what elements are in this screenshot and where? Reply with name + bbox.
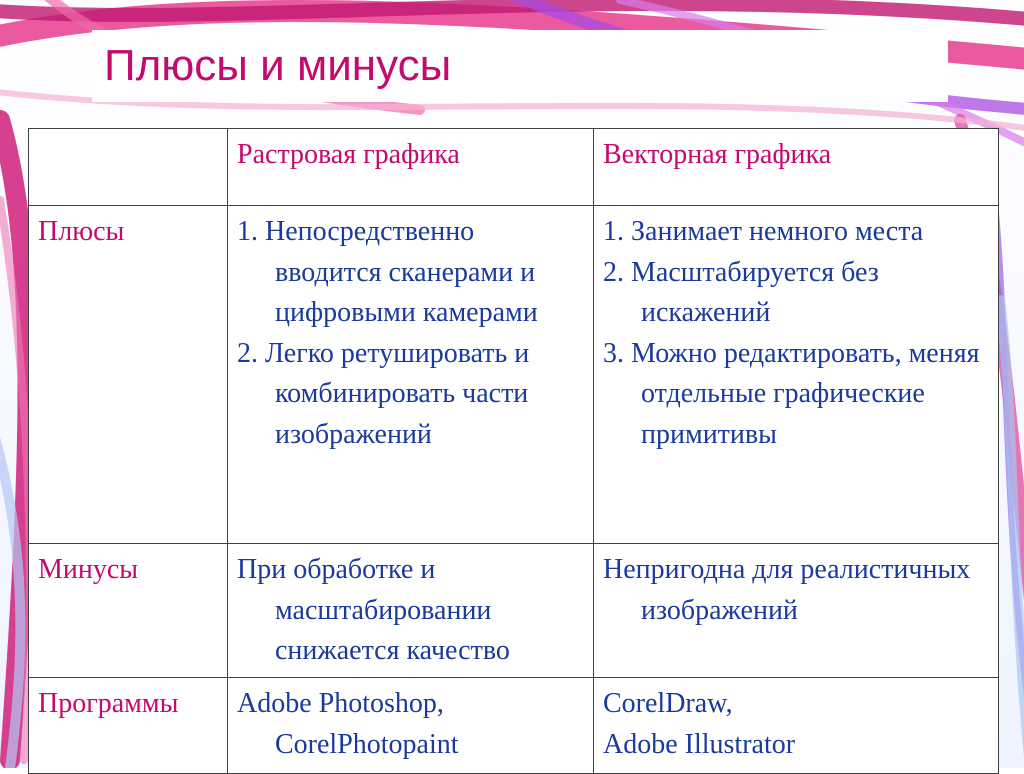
- header-vector: Векторная графика: [594, 129, 999, 206]
- table-row-programs: [29, 678, 999, 774]
- raster-con-item: При обработке и масштабировании снижается качество: [237, 554, 510, 666]
- vector-pro-item: 3. Можно редактировать, меняя отдельные графические примитивы: [603, 337, 980, 450]
- raster-pro-item: 1. Непосредственно вводится сканерами и цифровыми камерами: [237, 216, 538, 328]
- raster-pro-item: 2. Легко ретушировать и комбинировать части изображений: [237, 337, 530, 450]
- table-header-row: [29, 129, 999, 206]
- vector-program-line: CorelDraw,: [603, 688, 733, 719]
- raster-pros-cell: [228, 206, 594, 544]
- raster-programs-cell: [228, 678, 594, 774]
- row-label-pros: Плюсы: [29, 206, 228, 544]
- table-row-cons: [29, 544, 999, 678]
- vector-pro-item: 1. Занимает немного места: [603, 216, 924, 247]
- vector-pros-cell: [594, 206, 999, 544]
- slide-title: Плюсы и минусы: [104, 41, 452, 90]
- row-label-programs: Программы: [29, 678, 228, 774]
- vector-programs-cell: [594, 678, 999, 774]
- row-label-cons: Минусы: [29, 544, 228, 678]
- vector-pro-item: 2. Масштабируется без искажений: [603, 256, 879, 328]
- header-raster: Растровая графика: [228, 129, 594, 206]
- table-row-pros: [29, 206, 999, 544]
- vector-program-line: Adobe Illustrator: [603, 728, 796, 760]
- raster-programs-item: Adobe Photoshop, CorelPhotopaint: [237, 688, 459, 760]
- raster-cons-cell: [228, 544, 594, 678]
- vector-con-item: Непригодна для реалистичных изображений: [603, 554, 971, 626]
- title-box: [92, 30, 948, 102]
- header-corner-cell: [29, 129, 228, 206]
- comparison-table: [28, 128, 999, 774]
- vector-cons-cell: [594, 544, 999, 678]
